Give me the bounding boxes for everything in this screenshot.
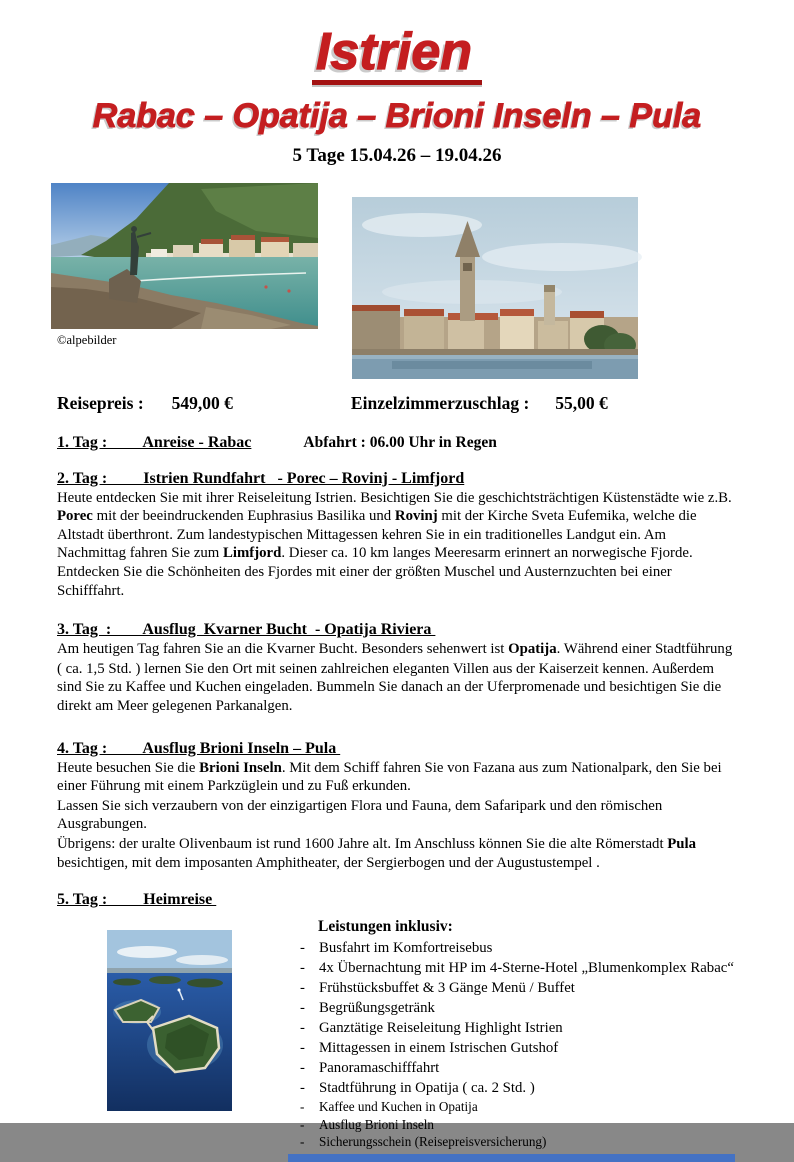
bullet-dash: -: [300, 1020, 305, 1037]
day-4-text-2: [57, 797, 737, 834]
inclusion-item-label: Frühstücksbuffet & 3 Gänge Menü / Buffet: [319, 980, 575, 997]
bullet-dash: -: [300, 940, 305, 957]
highlighted-place: Pula: [667, 836, 697, 852]
text-segment: Heute besuchen Sie die: [57, 759, 200, 776]
page-subtitle: Rabac – Opatija – Brioni Inseln – Pula: [92, 97, 702, 135]
day-1-heading: 1. Tag : Anreise - Rabac: [57, 433, 252, 451]
inclusion-item-label: Sicherungsschein (Reisepreisversicherung): [319, 1134, 547, 1150]
day-4-text-3: [57, 835, 737, 872]
inclusion-item: [288, 1098, 735, 1116]
inclusion-item: [288, 1038, 735, 1058]
photo-porec-skyline: [352, 197, 638, 379]
day-3-text: [57, 640, 737, 659]
text-segment: mit der beeindruckenden Euphrasius Basilika und: [92, 508, 395, 525]
bullet-dash: -: [300, 1080, 305, 1097]
bottom-section: [0, 918, 794, 1162]
day-3: [57, 620, 737, 715]
highlighted-place: Opatija: [508, 641, 557, 658]
text-segment: Am heutigen Tag fahren Sie an die Kvarner Bucht. Besonders sehenwert ist: [57, 641, 509, 658]
price-value: 549,00 €: [171, 392, 233, 413]
photos-row: [51, 183, 794, 379]
highlighted-place: Limfjord: [223, 545, 282, 562]
text-segment: Lassen Sie sich verzaubern von der einzigartigen Flora und Fauna, dem Safaripark und den römischen Ausgrabungen.: [57, 797, 663, 833]
inclusion-item-label: Begrüßungsgetränk: [319, 1000, 435, 1017]
bullet-dash: -: [300, 980, 305, 997]
photo-credit: ©alpebilder: [57, 332, 117, 347]
day-2-text: [57, 489, 737, 601]
day-5-heading: 5. Tag : Heimreise: [57, 891, 217, 909]
header: [0, 0, 794, 167]
price-row: [57, 393, 737, 414]
bullet-dash: -: [300, 1060, 305, 1077]
single-supplement-label: Einzelzimmerzuschlag :: [350, 392, 530, 413]
inclusion-item-label: Busfahrt im Komfortreisebus: [319, 940, 493, 957]
inclusion-item: [288, 998, 735, 1018]
inclusions-list: [288, 938, 735, 1151]
page-title: Istrien: [312, 26, 482, 85]
inclusion-item: [288, 1078, 735, 1098]
day-3-heading: 3. Tag : Ausflug Kvarner Bucht - Opatija Riviera: [57, 621, 436, 639]
highlighted-place: Rovinj: [394, 508, 438, 525]
bullet-dash: -: [300, 1000, 305, 1017]
day-4: [57, 739, 737, 873]
trip-dates: 5 Tage 15.04.26 – 19.04.26: [292, 144, 502, 166]
text-segment: . Während einer Stadtführung: [556, 641, 733, 658]
inclusion-item-label: Ausflug Brioni Inseln: [319, 1116, 435, 1132]
inclusion-item: [288, 1116, 735, 1134]
bullet-dash: -: [300, 1040, 305, 1057]
inclusion-item: [288, 1058, 735, 1078]
bullet-dash: -: [300, 960, 305, 977]
inclusions-heading: Leistungen inklusiv:: [318, 918, 453, 936]
inclusion-item: [288, 978, 735, 998]
inclusion-item: [288, 958, 735, 978]
text-segment: ( ca. 1,5 Std. ) lernen Sie den Ort mit seinen zahlreichen eleganten Villen aus der Kaiserzeit kennen. Außerdem sind Sie zu Kaffee und Kuchen eingeladen. Bummeln Sie danach an der Uferpromenade und besichtigen Sie die direkt am Meer gelegenen Parkanalgen.: [57, 660, 722, 715]
bullet-dash: -: [300, 1116, 305, 1132]
inclusion-item: [288, 1018, 735, 1038]
text-segment: . Dieser ca. 10 km langes Meeresarm erinnert an norwegische Fjorde. Entdecken Sie die Schönheiten des Fjordes mit einer der größten Muschel und Austernzuchten bei einer Schifffahrt.: [57, 545, 693, 599]
photo-opatija-coast: [51, 183, 318, 329]
price-label: Reisepreis :: [57, 392, 144, 413]
photo-brioni-aerial: [107, 930, 232, 1111]
bullet-dash: -: [300, 1134, 305, 1150]
day-4-text: [57, 759, 737, 796]
highlighted-place: Porec: [57, 508, 93, 525]
day-2-heading: 2. Tag : Istrien Rundfahrt - Porec – Rovinj - Limfjord: [57, 469, 465, 487]
day-1: [57, 433, 737, 452]
inclusion-item-label: Kaffee und Kuchen in Opatija: [319, 1099, 478, 1115]
inclusion-item: [288, 938, 735, 958]
day-4-heading: 4. Tag : Ausflug Brioni Inseln – Pula: [57, 739, 341, 757]
day-1-departure: Abfahrt : 06.00 Uhr in Regen: [303, 433, 497, 451]
text-segment: mit der Kirche Sveta Eufemika, welche die Altstadt überthront. Zum landestypischen Mittagessen kehren Sie in ein traditionelles Landgut ein. Am Nachmittag fahren Sie zum: [57, 508, 697, 562]
inclusion-item-label: 4x Übernachtung mit HP im 4-Sterne-Hotel „Blumenkomplex Rabac“: [319, 960, 734, 977]
inclusion-item-label: Mittagessen in einem Istrischen Gutshof: [319, 1040, 559, 1057]
day-2: [57, 469, 737, 601]
text-segment: . Mit dem Schiff fahren Sie von Fazana aus zum Nationalpark, den Sie bei einer Führung mit einem Parkzüglein und zu Fuß erkunden.: [57, 759, 722, 795]
bullet-dash: -: [300, 1099, 305, 1115]
inclusion-item-label: Stadtführung in Opatija ( ca. 2 Std. ): [319, 1080, 535, 1097]
text-segment: Übrigens: der uralte Olivenbaum ist rund 1600 Jahre alt. Im Anschluss können Sie die alte Römerstadt: [57, 836, 668, 852]
text-segment: besichtigen, mit dem imposanten Amphitheater, der Sergierbogen und der Augustustempel .: [57, 854, 600, 871]
inclusion-item-label: Panoramaschifffahrt: [319, 1060, 440, 1077]
day-3-text-2: [57, 660, 737, 716]
bottom-accent-bar: [288, 1154, 735, 1162]
inclusion-item: [288, 1133, 735, 1151]
text-segment: Heute entdecken Sie mit ihrer Reiseleitung Istrien. Besichtigen Sie die geschichtsträchtigen Küstenstädte wie z.B.: [57, 489, 732, 506]
inclusion-item-label: Ganztätige Reiseleitung Highlight Istrien: [319, 1020, 563, 1037]
single-supplement-value: 55,00 €: [555, 392, 608, 413]
inclusions-panel: [288, 918, 735, 1162]
day-5: [57, 890, 737, 909]
highlighted-place: Brioni Inseln: [199, 759, 282, 776]
